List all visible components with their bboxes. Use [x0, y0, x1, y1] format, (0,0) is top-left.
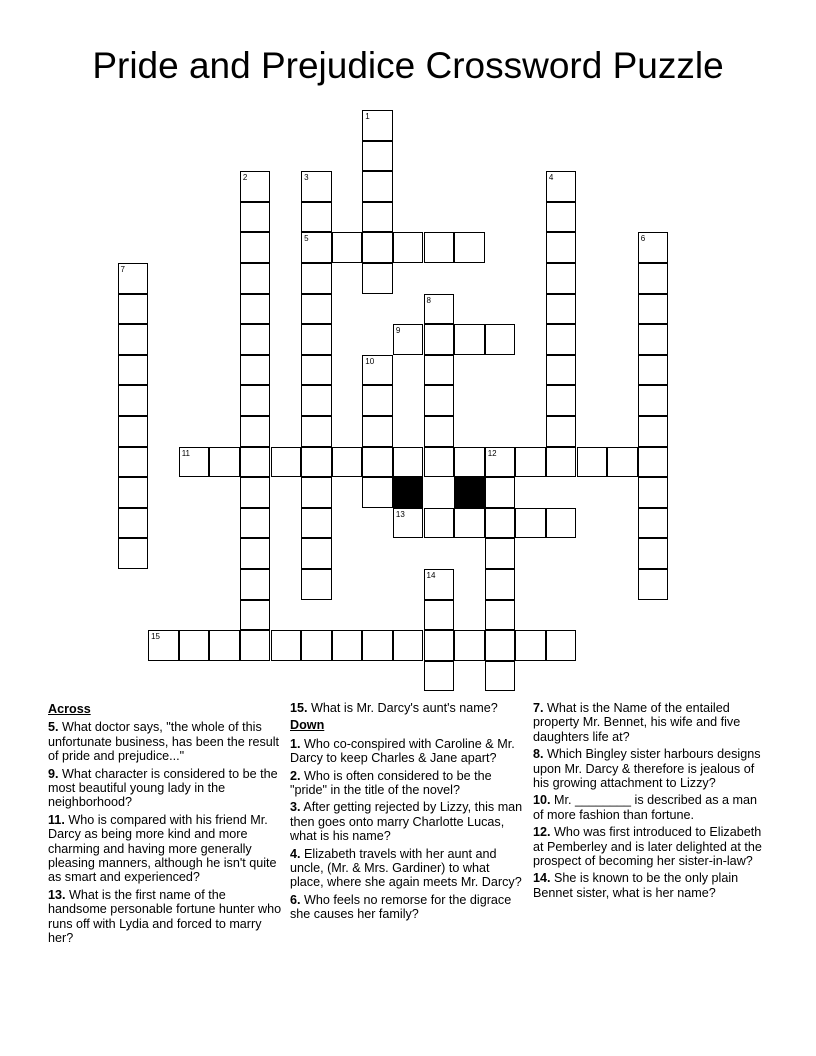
clue-column-2 — [290, 701, 526, 925]
grid-cell[interactable] — [424, 508, 455, 539]
grid-cell[interactable] — [301, 477, 332, 508]
clue-down-10: 10. Mr. ________ is described as a man of more fashion than fortune. — [533, 793, 758, 822]
grid-cell[interactable] — [240, 294, 271, 325]
grid-cell[interactable] — [301, 171, 332, 202]
grid-cell[interactable] — [393, 324, 424, 355]
clue-number-label: 11 — [181, 448, 190, 458]
black-square — [393, 477, 424, 508]
grid-cell[interactable] — [638, 569, 669, 600]
grid-cell[interactable] — [424, 630, 455, 661]
clue-column-3 — [533, 701, 769, 903]
grid-cell[interactable] — [485, 324, 516, 355]
grid-cell[interactable] — [362, 110, 393, 141]
grid-cell[interactable] — [240, 385, 271, 416]
grid-cell[interactable] — [271, 630, 302, 661]
grid-cell[interactable] — [362, 263, 393, 294]
clue-number-label: 8 — [426, 295, 431, 305]
grid-cell[interactable] — [118, 263, 149, 294]
grid-cell[interactable] — [546, 447, 577, 478]
grid-cell[interactable] — [118, 294, 149, 325]
grid-cell[interactable] — [638, 447, 669, 478]
grid-cell[interactable] — [240, 600, 271, 631]
grid-cell[interactable] — [546, 294, 577, 325]
grid-cell[interactable] — [485, 661, 516, 692]
grid-cell[interactable] — [118, 508, 149, 539]
clue-across-5: 5. What doctor says, "the whole of this unfortunate business, has been the result of pride and prejudice..." — [48, 720, 280, 764]
grid-cell[interactable] — [424, 324, 455, 355]
across-heading: Across — [48, 702, 91, 716]
grid-cell[interactable] — [240, 477, 271, 508]
grid-cell[interactable] — [301, 202, 332, 233]
grid-cell[interactable] — [546, 416, 577, 447]
grid-cell[interactable] — [577, 447, 608, 478]
grid-cell[interactable] — [301, 294, 332, 325]
grid-cell[interactable] — [240, 447, 271, 478]
grid-cell[interactable] — [454, 232, 485, 263]
grid-cell[interactable] — [362, 630, 393, 661]
grid-cell[interactable] — [424, 355, 455, 386]
grid-cell[interactable] — [424, 416, 455, 447]
grid-cell[interactable] — [118, 538, 149, 569]
grid-cell[interactable] — [209, 630, 240, 661]
clue-number-label: 7 — [120, 265, 125, 274]
grid-cell[interactable] — [118, 447, 149, 478]
clue-number-label: 4 — [548, 173, 554, 183]
grid-cell[interactable] — [301, 538, 332, 569]
grid-cell[interactable] — [240, 232, 271, 263]
clue-down-3: 3. After getting rejected by Lizzy, this man then goes onto marry Charlotte Lucas, what is his name? — [290, 800, 523, 844]
clue-number-label: 14 — [426, 571, 436, 580]
grid-cell[interactable] — [638, 385, 669, 416]
grid-cell[interactable] — [454, 324, 485, 355]
clue-across-13: 13. What is the first name of the handsome personable fortune hunter who runs off with Lydia and forced to marry her? — [48, 887, 282, 946]
grid-cell[interactable] — [638, 294, 669, 325]
grid-cell[interactable] — [362, 202, 393, 233]
grid-cell[interactable] — [301, 447, 332, 478]
grid-cell[interactable] — [240, 416, 271, 447]
grid-cell[interactable] — [485, 447, 516, 478]
grid-cell[interactable] — [362, 416, 393, 447]
clue-across-11: 11. Who is compared with his friend Mr. Darcy as being more kind and more charming and having more generally pleasing manners, although he isn't quite as smart and experienced? — [48, 812, 277, 885]
grid-cell[interactable] — [546, 324, 577, 355]
clue-number-label: 9 — [395, 326, 401, 336]
grid-cell[interactable] — [301, 324, 332, 355]
grid-cell[interactable] — [454, 630, 485, 661]
grid-cell[interactable] — [485, 477, 516, 508]
puzzle-title: Pride and Prejudice Crossword Puzzle — [92, 45, 724, 86]
grid-cell[interactable] — [546, 385, 577, 416]
grid-cell[interactable] — [362, 385, 393, 416]
grid-cell[interactable] — [118, 385, 149, 416]
grid-cell[interactable] — [301, 232, 332, 263]
grid-cell[interactable] — [454, 447, 485, 478]
grid-cell[interactable] — [362, 232, 393, 263]
grid-cell[interactable] — [424, 447, 455, 478]
grid-cell[interactable] — [332, 630, 363, 661]
grid-cell[interactable] — [515, 630, 546, 661]
grid-cell[interactable] — [546, 508, 577, 539]
grid-cell[interactable] — [546, 630, 577, 661]
grid-cell[interactable] — [393, 630, 424, 661]
clue-down-2: 2. Who is often considered to be the "pride" in the title of the novel? — [290, 768, 492, 798]
clue-number-label: 12 — [487, 448, 497, 458]
grid-cell[interactable] — [424, 232, 455, 263]
grid-cell[interactable] — [424, 600, 455, 631]
black-square — [454, 477, 485, 508]
grid-cell[interactable] — [485, 508, 516, 539]
grid-cell[interactable] — [362, 477, 393, 508]
grid-cell[interactable] — [362, 171, 393, 202]
clue-down-12: 12. Who was first introduced to Elizabeth at Pemberley and is later delighted at the prospect of becoming her sister-in-law? — [533, 825, 762, 869]
grid-cell[interactable] — [301, 263, 332, 294]
clue-number-label: 2 — [242, 173, 248, 183]
grid-cell[interactable] — [301, 355, 332, 386]
grid-cell[interactable] — [209, 447, 240, 478]
grid-cell[interactable] — [332, 232, 363, 263]
clue-down-4: 4. Elizabeth travels with her aunt and uncle, (Mr. & Mrs. Gardiner) to what place, where she again meets Mr. Darcy? — [290, 846, 522, 890]
grid-cell[interactable] — [546, 355, 577, 386]
grid-cell[interactable] — [148, 630, 179, 661]
clue-down-6: 6. Who feels no remorse for the digrace she causes her family? — [290, 892, 512, 922]
clue-across-15: 15. What is Mr. Darcy's aunt's name? — [290, 701, 498, 715]
grid-cell[interactable] — [179, 447, 210, 478]
grid-cell[interactable] — [240, 508, 271, 539]
grid-cell[interactable] — [424, 661, 455, 692]
grid-cell[interactable] — [485, 538, 516, 569]
grid-cell[interactable] — [240, 630, 271, 661]
clue-number-label: 15 — [151, 632, 160, 642]
grid-cell[interactable] — [638, 508, 669, 539]
grid-cell[interactable] — [393, 508, 424, 539]
grid-cell[interactable] — [638, 416, 669, 447]
grid-cell[interactable] — [638, 324, 669, 355]
down-heading: Down — [290, 718, 325, 733]
grid-cell[interactable] — [240, 202, 271, 233]
clue-number-label: 5 — [304, 234, 309, 244]
grid-cell[interactable] — [332, 447, 363, 478]
grid-cell[interactable] — [485, 630, 516, 661]
grid-cell[interactable] — [393, 232, 424, 263]
clue-down-14: 14. She is known to be the only plain Bennet sister, what is her name? — [533, 871, 739, 900]
grid-cell[interactable] — [240, 569, 271, 600]
grid-cell[interactable] — [607, 447, 638, 478]
grid-cell[interactable] — [118, 477, 149, 508]
grid-cell[interactable] — [454, 508, 485, 539]
grid-cell[interactable] — [546, 263, 577, 294]
clue-number-label: 13 — [395, 509, 405, 519]
clue-number-label: 10 — [365, 356, 375, 366]
clue-down-1: 1. Who co-conspired with Caroline & Mr. Darcy to keep Charles & Jane apart? — [290, 736, 515, 766]
grid-cell[interactable] — [515, 508, 546, 539]
grid-cell[interactable] — [301, 416, 332, 447]
grid-cell[interactable] — [638, 232, 669, 263]
grid-cell[interactable] — [118, 324, 149, 355]
grid-cell[interactable] — [301, 569, 332, 600]
grid-cell[interactable] — [240, 538, 271, 569]
grid-cell[interactable] — [240, 355, 271, 386]
clue-number-label: 1 — [365, 112, 370, 121]
grid-cell[interactable] — [271, 447, 302, 478]
grid-cell[interactable] — [393, 447, 424, 478]
grid-cell[interactable] — [638, 355, 669, 386]
grid-cell[interactable] — [240, 171, 271, 202]
grid-cell[interactable] — [638, 263, 669, 294]
grid-cell[interactable] — [240, 263, 271, 294]
clue-number-label: 3 — [304, 173, 309, 183]
grid-cell[interactable] — [485, 600, 516, 631]
clue-down-8: 8. Which Bingley sister harbours designs upon Mr. Darcy & therefore is jealous of his growing attachment to Lizzy? — [533, 747, 761, 791]
grid-cell[interactable] — [638, 538, 669, 569]
grid-cell[interactable] — [485, 569, 516, 600]
grid-cell[interactable] — [301, 508, 332, 539]
grid-cell[interactable] — [546, 232, 577, 263]
grid-cell[interactable] — [362, 447, 393, 478]
grid-cell[interactable] — [301, 630, 332, 661]
grid-cell[interactable] — [638, 477, 669, 508]
grid-cell[interactable] — [240, 324, 271, 355]
grid-cell[interactable] — [118, 416, 149, 447]
clue-number-label: 6 — [640, 234, 646, 244]
grid-cell[interactable] — [362, 141, 393, 172]
grid-cell[interactable] — [546, 202, 577, 233]
grid-cell[interactable] — [362, 355, 393, 386]
clue-down-7: 7. What is the Name of the entailed property Mr. Bennet, his wife and five daughters life at? — [533, 701, 741, 744]
grid-cell[interactable] — [179, 630, 210, 661]
clue-across-9: 9. What character is considered to be the most beautiful young lady in the neighborhood? — [48, 766, 278, 810]
grid-cell[interactable] — [546, 171, 577, 202]
grid-cell[interactable] — [424, 294, 455, 325]
grid-cell[interactable] — [301, 385, 332, 416]
grid-cell[interactable] — [515, 447, 546, 478]
grid-cell[interactable] — [118, 355, 149, 386]
grid-cell[interactable] — [424, 385, 455, 416]
grid-cell[interactable] — [424, 569, 455, 600]
clue-column-1 — [48, 701, 284, 949]
